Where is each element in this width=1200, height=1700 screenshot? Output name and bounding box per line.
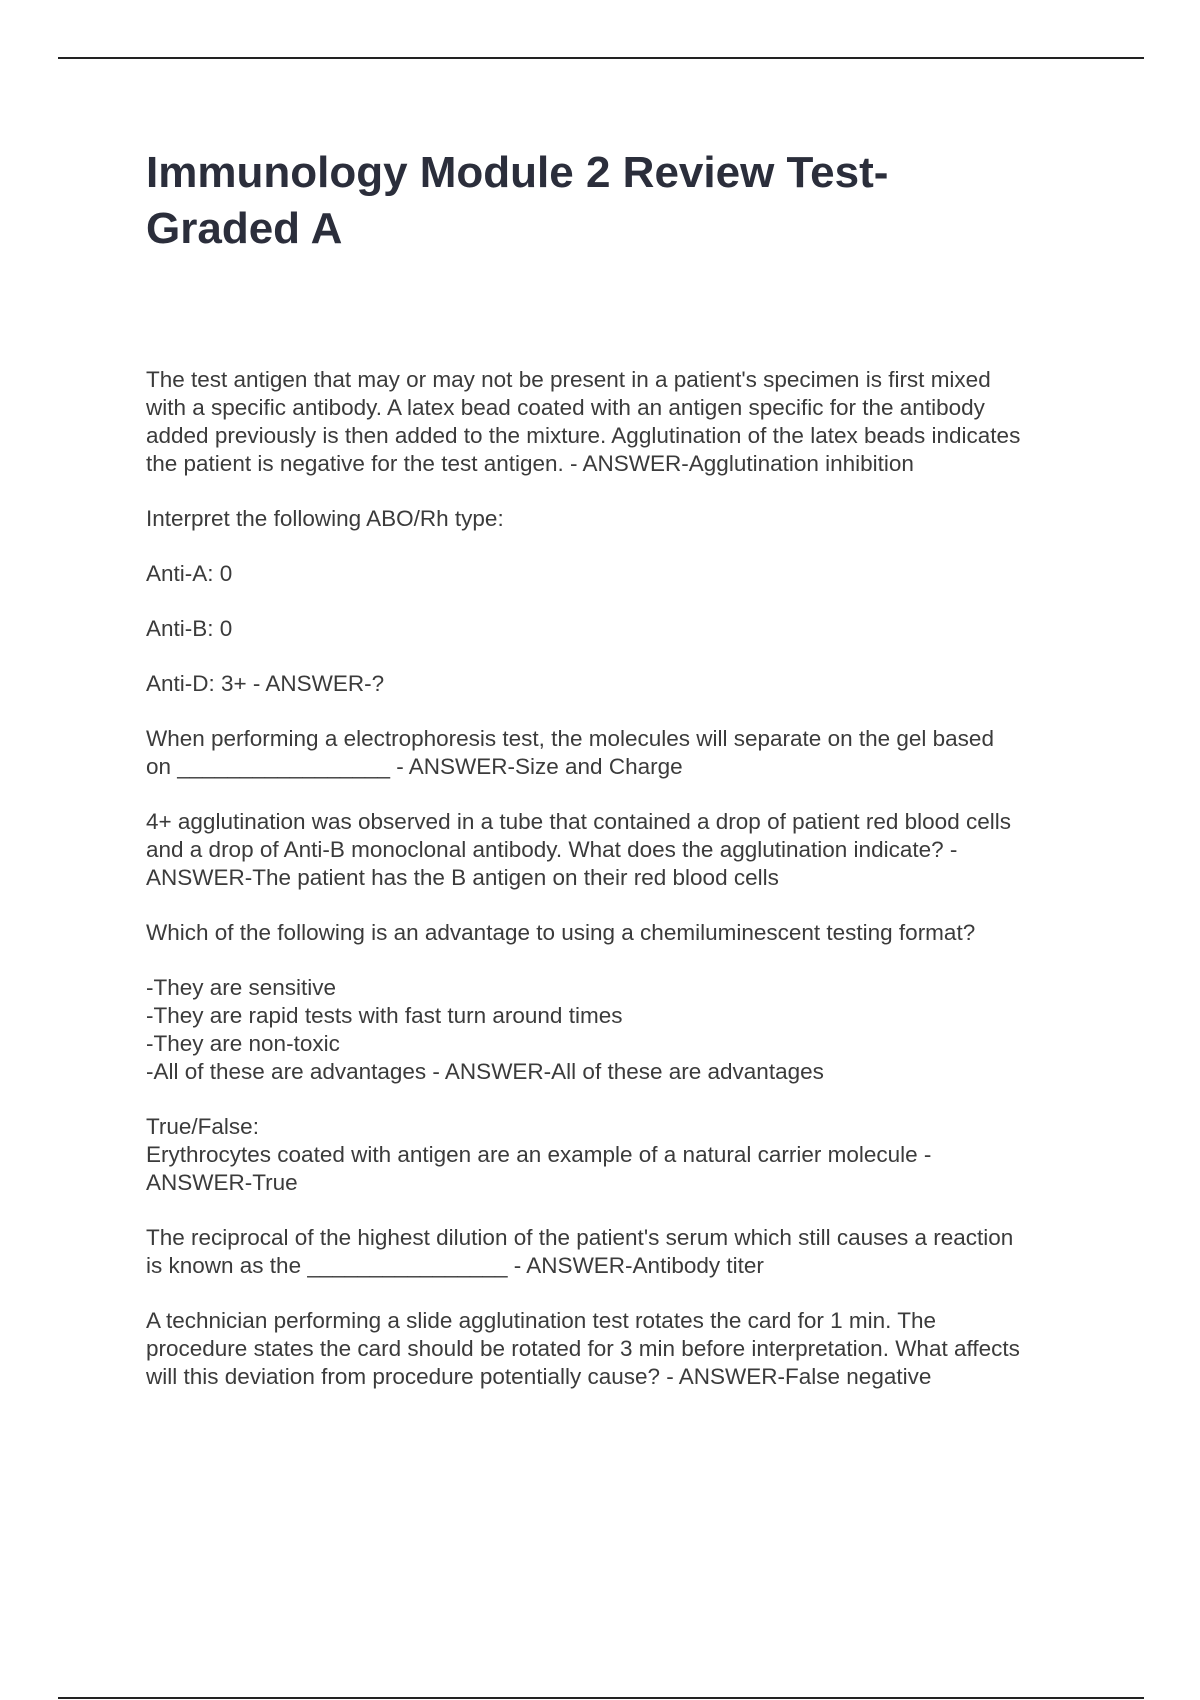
document-body: [146, 366, 1096, 1418]
question-true-false-carrier: True/False: Erythrocytes coated with antigen are an example of a natural carrier molecule - ANSWER-True: [146, 1114, 932, 1195]
chemiluminescent-options: -They are sensitive -They are rapid tests with fast turn around times -They are non-toxic -All of these are advantages - ANSWER-All of these are advantages: [146, 975, 824, 1084]
abo-anti-b-result: Anti-B: 0: [146, 616, 233, 641]
abo-anti-a-result: Anti-A: 0: [146, 561, 233, 586]
question-abo-rh-prompt: Interpret the following ABO/Rh type:: [146, 506, 504, 531]
top-rule: [58, 57, 1144, 59]
document-title: Immunology Module 2 Review Test- Graded A: [146, 148, 889, 253]
question-anti-b-agglutination: 4+ agglutination was observed in a tube that contained a drop of patient red blood cells and a drop of Anti-B monoclonal antibody. What does the agglutination indicate? - ANSWER-The patient has the B antigen on their red blood cells: [146, 809, 1011, 890]
question-chemiluminescent: Which of the following is an advantage to using a chemiluminescent testing format?: [146, 920, 976, 945]
abo-anti-d-result: Anti-D: 3+ - ANSWER-?: [146, 671, 385, 696]
question-agglutination-inhibition: The test antigen that may or may not be present in a patient's specimen is first mixed with a specific antibody. A latex bead coated with an antigen specific for the antibody added previously is then added to the mixture. Agglutination of the latex beads indicates the patient is negative for the test antigen. - ANSWER-Agglutination inhibition: [146, 367, 1021, 476]
question-electrophoresis: When performing a electrophoresis test, the molecules will separate on the gel based on _________________ - ANSWER-Size and Charge: [146, 726, 994, 779]
question-antibody-titer: The reciprocal of the highest dilution of the patient's serum which still causes a reaction is known as the ________________ - ANSWER-Antibody titer: [146, 1225, 1014, 1278]
bottom-rule: [58, 1697, 1144, 1699]
question-slide-agglutination: A technician performing a slide agglutination test rotates the card for 1 min. The procedure states the card should be rotated for 3 min before interpretation. What affects will this deviation from procedure potentially cause? - ANSWER-False negative: [146, 1308, 1020, 1389]
